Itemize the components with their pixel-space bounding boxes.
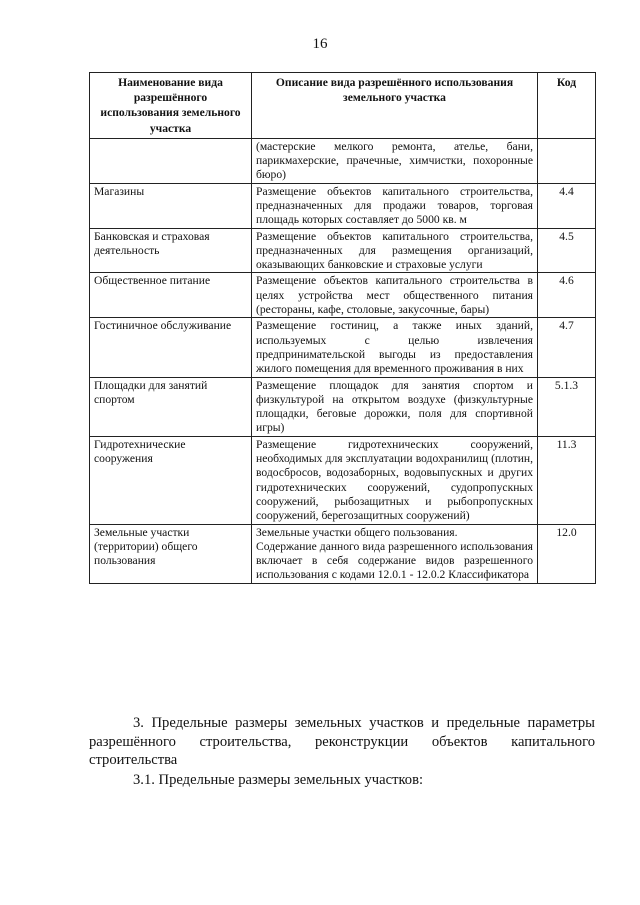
header-description: Описание вида разрешённого использования земельного участка	[252, 73, 538, 139]
table-row	[90, 273, 596, 318]
section-3-1-heading: 3.1. Предельные размеры земельных участков:	[133, 772, 424, 788]
row-code	[538, 138, 596, 183]
row-name: Гидротехнические сооружения	[90, 436, 252, 524]
row-code: 5.1.3	[538, 377, 596, 436]
row-name: Земельные участки (территории) общего пользования	[90, 524, 252, 583]
table-row	[90, 377, 596, 436]
row-description: Размещение объектов капитального строительства в целях устройства мест общественного питания (рестораны, кафе, столовые, закусочные, бары)	[252, 273, 538, 318]
row-description: Размещение объектов капитального строительства, предназначенных для продажи товаров, торговая площадь которых составляет до 5000 кв. м	[252, 183, 538, 228]
table-row	[90, 318, 596, 377]
header-name: Наименование вида разрешённого использования земельного участка	[90, 73, 252, 139]
row-description: Размещение объектов капитального строительства, предназначенных для размещения организаций, оказывающих банковские и страховые услуги	[252, 228, 538, 273]
row-description: Размещение гидротехнических сооружений, необходимых для эксплуатации водохранилищ (плотин, водосбросов, водозаборных, водовыпускных и других гидротехнических сооружений, судопропускных сооружений, рыбозащитных и рыбопропускных сооружений, берегозащитных сооружений)	[252, 436, 538, 524]
table-row	[90, 183, 596, 228]
page-number: 16	[312, 36, 328, 52]
land-use-table	[89, 72, 596, 584]
header-code: Код	[538, 73, 596, 139]
table-row	[90, 138, 596, 183]
row-name: Гостиничное обслуживание	[90, 318, 252, 377]
table-row	[90, 524, 596, 583]
table-row	[90, 436, 596, 524]
row-description: Размещение площадок для занятия спортом и физкультурой на открытом воздухе (физкультурные площадки, беговые дорожки, поля для спортивной игры)	[252, 377, 538, 436]
row-name: Банковская и страховая деятельность	[90, 228, 252, 273]
row-code: 12.0	[538, 524, 596, 583]
row-code: 4.4	[538, 183, 596, 228]
row-description: (мастерские мелкого ремонта, ателье, бани, парикмахерские, прачечные, химчистки, похоронные бюро)	[252, 138, 538, 183]
row-code: 4.7	[538, 318, 596, 377]
row-name: Общественное питание	[90, 273, 252, 318]
row-code: 11.3	[538, 436, 596, 524]
section-3-heading: 3. Предельные размеры земельных участков и предельные параметры разрешённого строительства, реконструкции объектов капитального строительства	[89, 715, 595, 768]
row-description: Земельные участки общего пользования. Содержание данного вида разрешенного использования включает в себя содержание видов разрешенного использования с кодами 12.0.1 - 12.0.2 Классификатора	[252, 524, 538, 583]
row-name: Площадки для занятий спортом	[90, 377, 252, 436]
row-name: Магазины	[90, 183, 252, 228]
row-description: Размещение гостиниц, а также иных зданий, используемых с целью извлечения предпринимательской выгоды из предоставления жилого помещения для временного проживания в них	[252, 318, 538, 377]
row-code: 4.5	[538, 228, 596, 273]
table-row	[90, 228, 596, 273]
row-name	[90, 138, 252, 183]
row-code: 4.6	[538, 273, 596, 318]
table-header-row	[90, 73, 596, 139]
